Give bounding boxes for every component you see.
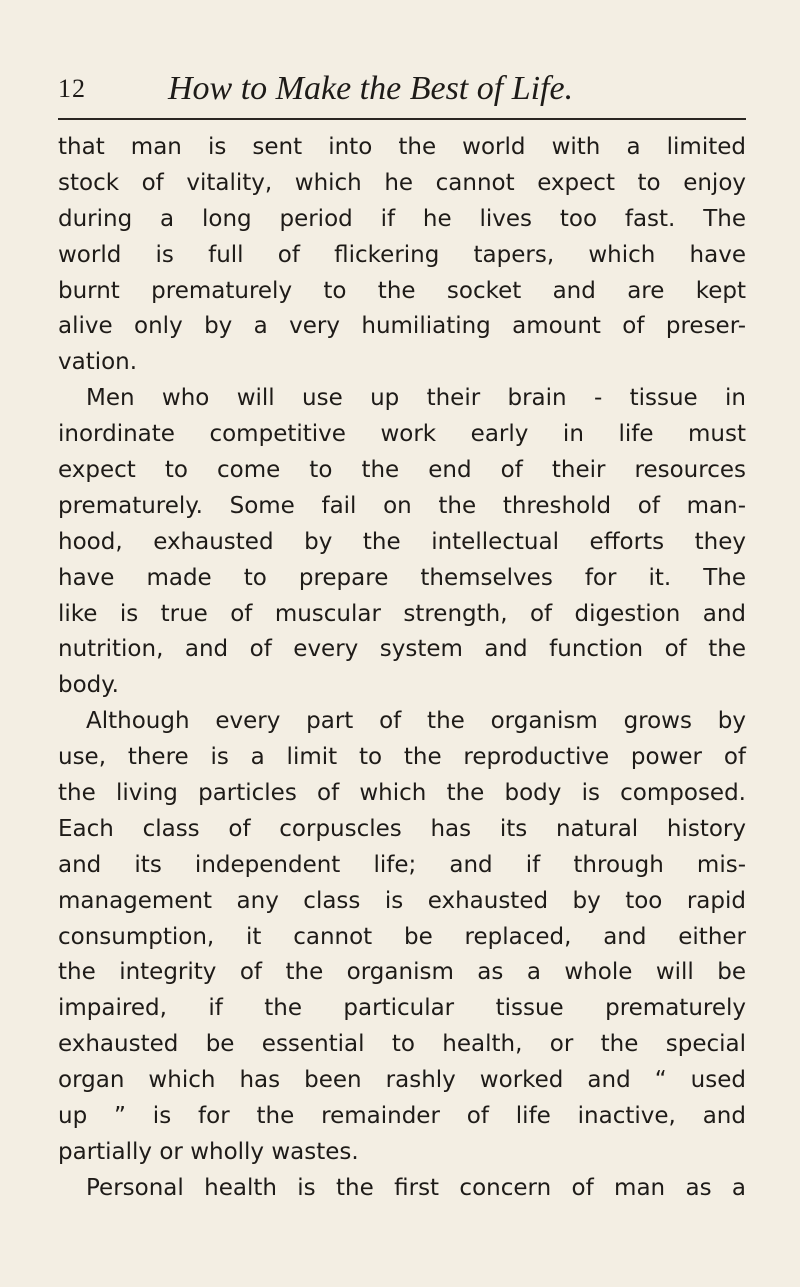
text-line: Each class of corpuscles has its natural history	[58, 815, 746, 842]
text-line: management any class is exhausted by too rapid	[58, 887, 746, 914]
text-line: stock of vitality, which he cannot expect to enjoy	[58, 169, 746, 196]
text-line: prematurely. Some fail on the threshold of man-	[58, 492, 746, 519]
header-rule	[58, 118, 746, 120]
text-line: exhausted be essential to health, or the special	[58, 1031, 746, 1058]
text-line: up ” is for the remainder of life inactive, and	[58, 1103, 746, 1130]
text-line: inordinate competitive work early in life must	[58, 421, 746, 448]
text-line: nutrition, and of every system and function of the	[58, 636, 746, 663]
text-line: partially or wholly wastes.	[58, 1138, 359, 1165]
text-line: expect to come to the end of their resources	[58, 457, 746, 484]
text-line: the integrity of the organism as a whole will be	[58, 959, 746, 986]
running-title: How to Make the Best of Life.	[168, 70, 574, 107]
text-line: burnt prematurely to the socket and are kept	[58, 277, 746, 304]
text-line: organ which has been rashly worked and “ used	[58, 1067, 746, 1094]
text-line: body.	[58, 672, 119, 699]
page-number: 12	[58, 74, 86, 103]
text-line: Although every part of the organism grows by	[86, 708, 746, 735]
text-line: have made to prepare themselves for it. The	[58, 564, 746, 591]
text-line: Men who will use up their brain - tissue in	[86, 385, 746, 412]
text-line: like is true of muscular strength, of digestion and	[58, 600, 746, 627]
text-line: use, there is a limit to the reproductive power of	[58, 744, 746, 771]
text-line: consumption, it cannot be replaced, and either	[58, 923, 746, 950]
text-line: hood, exhausted by the intellectual efforts they	[58, 528, 746, 555]
text-line: the living particles of which the body is composed.	[58, 780, 746, 807]
text-line: during a long period if he lives too fast. The	[58, 205, 746, 232]
body-text	[58, 130, 746, 1207]
text-line: alive only by a very humiliating amount of preser-	[58, 313, 746, 340]
text-line: impaired, if the particular tissue prematurely	[58, 995, 746, 1022]
text-line: world is full of flickering tapers, which have	[58, 241, 746, 268]
text-line: and its independent life; and if through mis-	[58, 851, 746, 878]
text-line: Personal health is the first concern of man as a	[86, 1174, 746, 1201]
text-line: that man is sent into the world with a limited	[58, 134, 746, 160]
text-line: vation.	[58, 349, 138, 376]
page-header	[58, 70, 746, 114]
